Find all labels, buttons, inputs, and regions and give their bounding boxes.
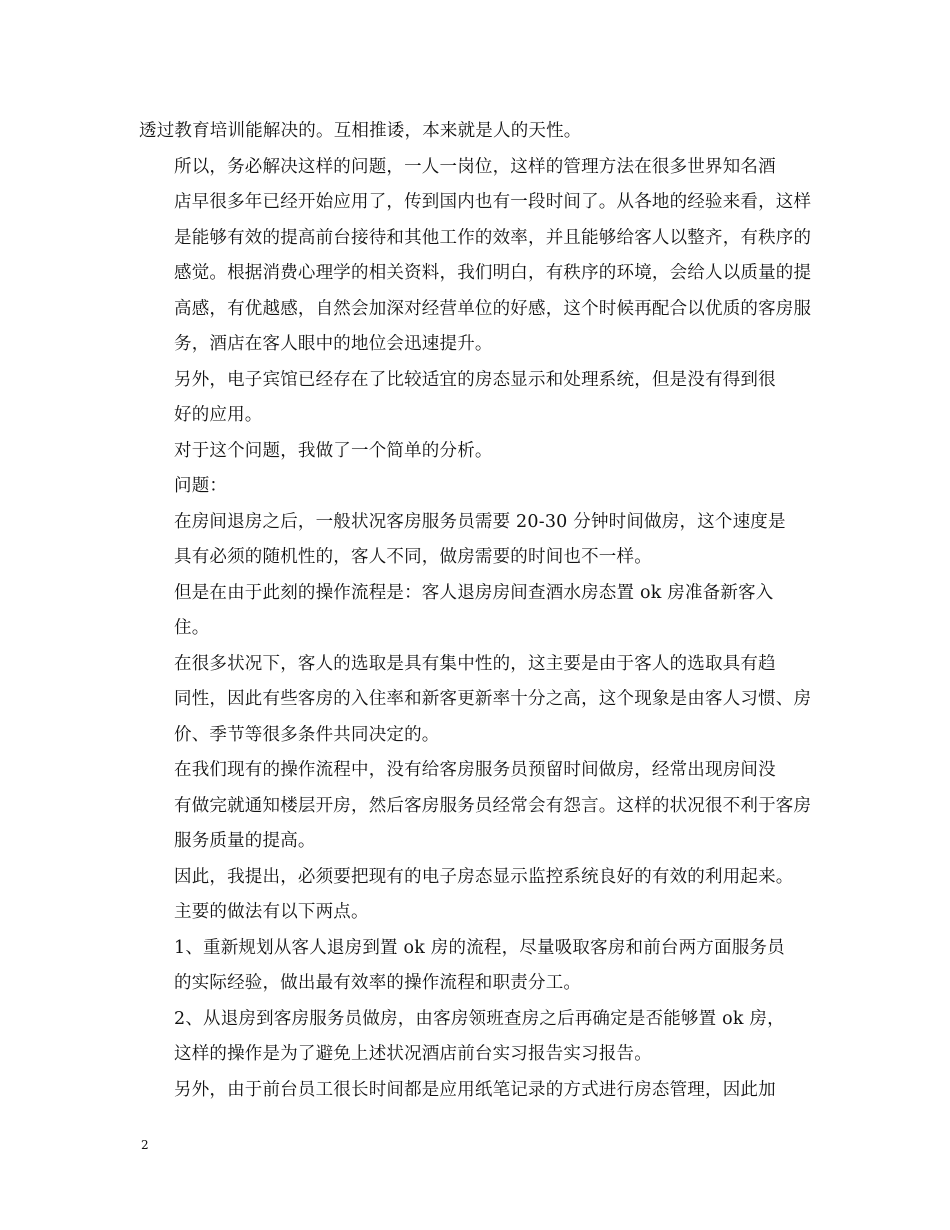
paragraph-line: 服务质量的提高。	[174, 831, 316, 851]
paragraph-line: 问题：	[174, 476, 228, 496]
paragraph-line: 的实际经验，做出最有效率的操作流程和职责分工。	[174, 973, 582, 993]
paragraph	[139, 931, 819, 1002]
paragraph	[139, 150, 819, 363]
document-body	[139, 114, 819, 1108]
paragraph	[139, 114, 819, 150]
paragraph-line: 因此，我提出，必须要把现有的电子房态显示监控系统良好的有效的利用起来。	[174, 866, 794, 887]
paragraph-line: 是能够有效的提高前台接待和其他工作的效率，并且能够给客人以整齐，有秩序的	[174, 227, 812, 248]
paragraph	[139, 860, 819, 931]
paragraph-line: 住。	[174, 618, 210, 638]
paragraph	[139, 363, 819, 434]
paragraph-line: 另外，电子宾馆已经存在了比较适宜的房态显示和处理系统，但是没有得到很	[174, 369, 776, 390]
paragraph-line: 务，酒店在客人眼中的地位会迅速提升。	[174, 334, 493, 354]
paragraph	[139, 576, 819, 647]
paragraph-line: 所以，务必解决这样的问题，一人一岗位，这样的管理方法在很多世界知名酒	[174, 156, 776, 177]
paragraph	[139, 469, 819, 505]
paragraph-line: 店早很多年已经开始应用了，传到国内也有一段时间了。从各地的经验来看，这样	[174, 192, 812, 212]
paragraph	[139, 505, 819, 576]
paragraph-line: 价、季节等很多条件共同决定的。	[174, 724, 440, 745]
paragraph	[139, 1073, 819, 1109]
paragraph-line: 这样的操作是为了避免上述状况酒店前台实习报告实习报告。	[174, 1044, 652, 1064]
paragraph	[139, 1002, 819, 1073]
paragraph-line: 对于这个问题，我做了一个简单的分析。	[174, 440, 493, 461]
paragraph-line: 感觉。根据消费心理学的相关资料，我们明白，有秩序的环境，会给人以质量的提	[174, 263, 812, 283]
paragraph-line: 另外，由于前台员工很长时间都是应用纸笔记录的方式进行房态管理，因此加	[174, 1079, 776, 1100]
paragraph-line: 在很多状况下，客人的选取是具有集中性的，这主要是由于客人的选取具有趋	[174, 653, 776, 674]
paragraph-line: 2、从退房到客房服务员做房，由客房领班查房之后再确定是否能够置 ok 房，	[174, 1008, 785, 1029]
paragraph-line: 好的应用。	[174, 405, 263, 425]
paragraph	[139, 753, 819, 860]
paragraph-line: 但是在由于此刻的操作流程是：客人退房房间查酒水房态置 ok 房准备新客入	[174, 582, 774, 603]
paragraph-line: 在房间退房之后，一般状况客房服务员需要 20-30 分钟时间做房，这个速度是	[174, 511, 786, 532]
paragraph-line: 有做完就通知楼层开房，然后客房服务员经常会有怨言。这样的状况很不利于客房	[174, 795, 812, 816]
page-number: 2	[141, 1138, 149, 1152]
paragraph-line: 透过教育培训能解决的。互相推诿，本来就是人的天性。	[139, 121, 582, 141]
paragraph	[139, 434, 819, 470]
paragraph-line: 同性，因此有些客房的入住率和新客更新率十分之高，这个现象是由客人习惯、房	[174, 689, 812, 709]
paragraph-line: 具有必须的随机性的，客人不同，做房需要的时间也不一样。	[174, 547, 652, 567]
paragraph-line: 1、重新规划从客人退房到置 ok 房的流程，尽量吸取客房和前台两方面服务员	[174, 937, 785, 958]
paragraph-line: 在我们现有的操作流程中，没有给客房服务员预留时间做房，经常出现房间没	[174, 760, 776, 780]
paragraph	[139, 647, 819, 754]
paragraph-line: 主要的做法有以下两点。	[174, 902, 369, 922]
paragraph-line: 高感，有优越感，自然会加深对经营单位的好感，这个时候再配合以优质的客房服	[174, 298, 812, 319]
